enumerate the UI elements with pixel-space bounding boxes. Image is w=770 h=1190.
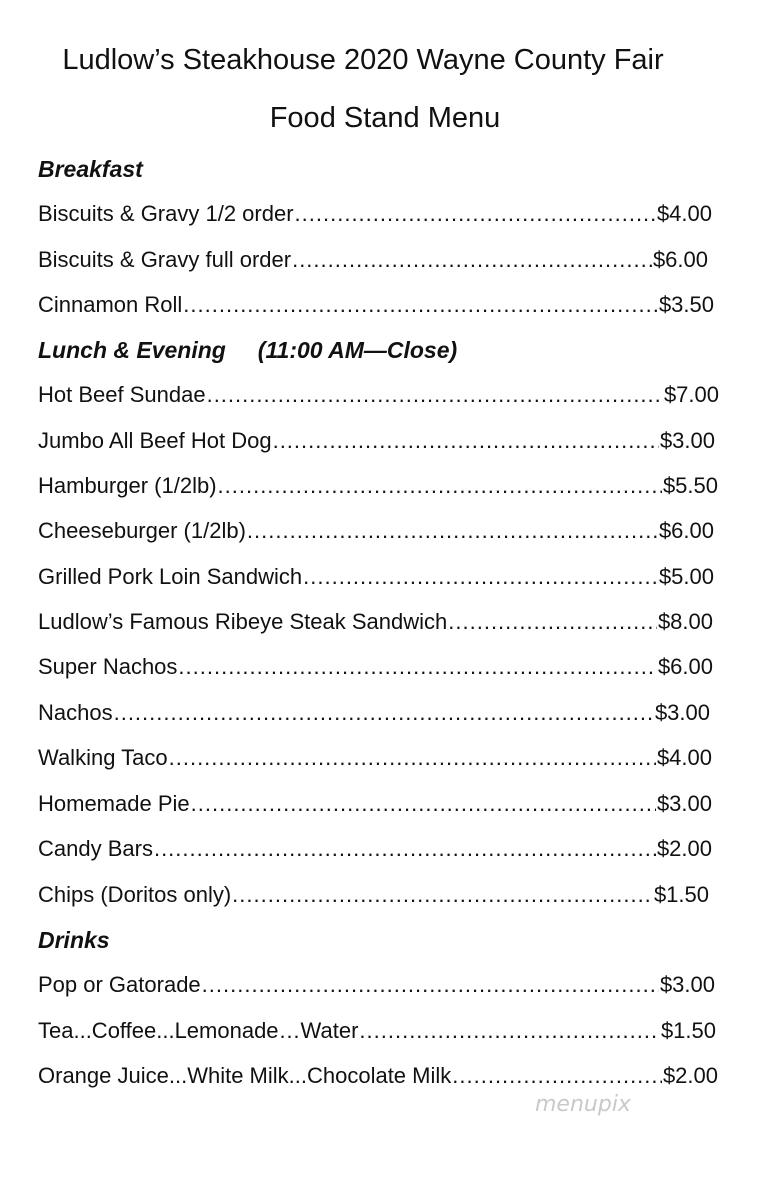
menu-item [38, 380, 719, 410]
menu-item-name: Chips (Doritos only) [38, 882, 232, 907]
menu-item [38, 199, 712, 229]
dot-leader [303, 562, 658, 592]
menu-item [38, 562, 714, 592]
dot-leader [452, 1061, 662, 1091]
dot-leader [448, 607, 657, 637]
menu-item-name: Nachos [38, 700, 113, 725]
dot-leader [218, 471, 662, 501]
menu-item-name: Pop or Gatorade [38, 972, 201, 997]
menu-item [38, 1061, 718, 1091]
menu-item-name: Walking Taco [38, 745, 168, 770]
dot-leader [114, 698, 654, 728]
menu-item-price: $7.00 [663, 382, 719, 407]
menu-item-price: $3.50 [658, 292, 714, 317]
menu-item-name: Jumbo All Beef Hot Dog [38, 428, 272, 453]
menu-subtitle: Food Stand Menu [269, 102, 501, 134]
menu-item-price: $6.00 [658, 518, 714, 543]
dot-leader [191, 789, 656, 819]
menu-item-price: $4.00 [656, 745, 712, 770]
menu-item-price: $5.50 [662, 473, 718, 498]
menu-title: Ludlow’s Steakhouse 2020 Wayne County Fair [62, 44, 664, 76]
dot-leader [359, 1016, 660, 1046]
dot-leader [169, 743, 656, 773]
menu-item [38, 1016, 716, 1046]
menu-item-price: $3.00 [659, 972, 715, 997]
dot-leader [154, 834, 656, 864]
menu-item-price: $6.00 [657, 654, 713, 679]
menu-item-price: $1.50 [660, 1018, 716, 1043]
section-heading-drinks: Drinks [38, 927, 110, 953]
menu-item-price: $4.00 [656, 201, 712, 226]
menu-item-price: $1.50 [653, 882, 709, 907]
menu-item-price: $3.00 [654, 700, 710, 725]
watermark-logo: menupix [535, 1092, 631, 1117]
menu-item-price: $3.00 [656, 791, 712, 816]
menu-item-name: Hamburger (1/2lb) [38, 473, 217, 498]
menu-item-name: Cinnamon Roll [38, 292, 183, 317]
dot-leader [247, 516, 658, 546]
dot-leader [178, 652, 657, 682]
menu-item-name: Cheeseburger (1/2lb) [38, 518, 246, 543]
menu-item-name: Hot Beef Sundae [38, 382, 206, 407]
menu-item [38, 471, 718, 501]
menu-item-name: Orange Juice...White Milk...Chocolate Milk [38, 1063, 452, 1088]
dot-leader [292, 245, 652, 275]
menu-item-price: $8.00 [657, 609, 713, 634]
menu-item-name: Grilled Pork Loin Sandwich [38, 564, 303, 589]
dot-leader [207, 380, 663, 410]
menu-item [38, 698, 710, 728]
menu-item-name: Tea...Coffee...Lemonade…Water [38, 1018, 359, 1043]
menu-item [38, 652, 713, 682]
menu-item [38, 290, 714, 320]
section-heading-lunch-evening: Lunch & Evening (11:00 AM—Close) [38, 337, 458, 363]
dot-leader [232, 880, 653, 910]
menu-item-name: Super Nachos [38, 654, 178, 679]
menu-item [38, 743, 712, 773]
menu-item [38, 245, 708, 275]
menu-item-name: Homemade Pie [38, 791, 190, 816]
dot-leader [273, 426, 659, 456]
menu-item [38, 607, 713, 637]
menu-item-name: Candy Bars [38, 836, 153, 861]
section-heading-breakfast: Breakfast [38, 156, 143, 182]
menu-item-name: Biscuits & Gravy full order [38, 247, 292, 272]
menu-item [38, 834, 712, 864]
dot-leader [183, 290, 658, 320]
menu-item-price: $6.00 [652, 247, 708, 272]
menu-item-price: $2.00 [662, 1063, 718, 1088]
menu-item-name: Ludlow’s Famous Ribeye Steak Sandwich [38, 609, 448, 634]
menu-item [38, 516, 714, 546]
dot-leader [295, 199, 656, 229]
menu-item-price: $5.00 [658, 564, 714, 589]
menu-item [38, 880, 709, 910]
menu-item-name: Biscuits & Gravy 1/2 order [38, 201, 294, 226]
dot-leader [202, 970, 659, 1000]
menu-item-price: $2.00 [656, 836, 712, 861]
menu-item [38, 426, 715, 456]
menu-item-price: $3.00 [659, 428, 715, 453]
menu-item [38, 789, 712, 819]
menu-item [38, 970, 715, 1000]
